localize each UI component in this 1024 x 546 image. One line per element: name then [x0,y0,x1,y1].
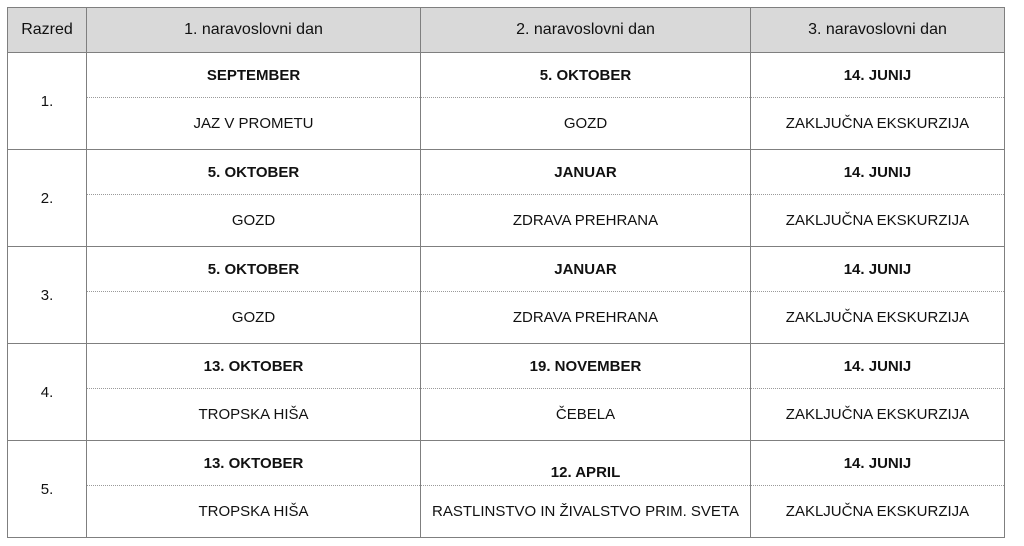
table-row-dates [8,53,1005,98]
table-row-topics [8,98,1005,150]
header-day-1: 1. naravoslovni dan [87,8,421,53]
table-row-topics [8,389,1005,441]
header-day-2: 2. naravoslovni dan [421,8,751,53]
topic-cell: ZAKLJUČNA EKSKURZIJA [751,486,1005,538]
date-cell: 5. OKTOBER [421,53,751,98]
topic-cell: ZAKLJUČNA EKSKURZIJA [751,98,1005,150]
table-row-topics [8,486,1005,538]
date-cell: 13. OKTOBER [87,441,421,486]
date-cell: 14. JUNIJ [751,344,1005,389]
date-cell: 13. OKTOBER [87,344,421,389]
science-days-table [7,7,1005,538]
topic-cell: ČEBELA [421,389,751,441]
topic-cell: ZDRAVA PREHRANA [421,195,751,247]
date-cell: 14. JUNIJ [751,150,1005,195]
table-row-dates [8,150,1005,195]
date-cell: 5. OKTOBER [87,150,421,195]
header-day-3: 3. naravoslovni dan [751,8,1005,53]
topic-cell: GOZD [421,98,751,150]
grade-cell: 1. [8,53,87,150]
date-cell: JANUAR [421,150,751,195]
date-cell: 19. NOVEMBER [421,344,751,389]
topic-cell: ZAKLJUČNA EKSKURZIJA [751,389,1005,441]
topic-cell: TROPSKA HIŠA [87,486,421,538]
date-cell: 14. JUNIJ [751,441,1005,486]
grade-cell: 5. [8,441,87,538]
table-row-dates [8,441,1005,486]
grade-cell: 2. [8,150,87,247]
date-cell: JANUAR [421,247,751,292]
date-cell: 14. JUNIJ [751,247,1005,292]
date-text: 12. APRIL [550,463,621,481]
topic-cell: JAZ V PROMETU [87,98,421,150]
header-row [8,8,1005,53]
topic-cell: GOZD [87,195,421,247]
table-row-topics [8,292,1005,344]
schedule-sheet [7,7,1004,538]
topic-cell: ZAKLJUČNA EKSKURZIJA [751,195,1005,247]
date-cell: SEPTEMBER [87,53,421,98]
table-row-dates [8,247,1005,292]
header-grade: Razred [8,8,87,53]
table-row-topics [8,195,1005,247]
date-cell [421,441,751,486]
topic-cell: GOZD [87,292,421,344]
topic-cell: RASTLINSTVO IN ŽIVALSTVO PRIM. SVETA [421,486,751,538]
topic-cell: ZAKLJUČNA EKSKURZIJA [751,292,1005,344]
topic-cell: ZDRAVA PREHRANA [421,292,751,344]
topic-cell: TROPSKA HIŠA [87,389,421,441]
date-cell: 5. OKTOBER [87,247,421,292]
date-cell: 14. JUNIJ [751,53,1005,98]
table-row-dates [8,344,1005,389]
grade-cell: 4. [8,344,87,441]
grade-cell: 3. [8,247,87,344]
